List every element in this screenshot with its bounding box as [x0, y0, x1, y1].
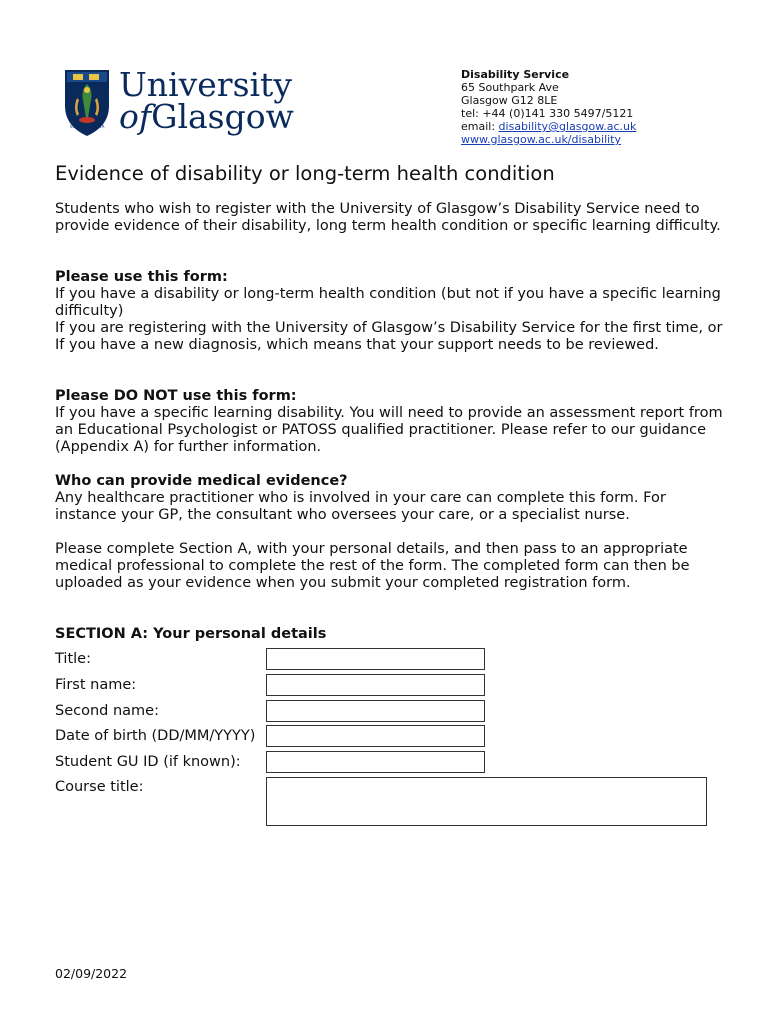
donot-heading: Please DO NOT use this form:	[55, 388, 297, 404]
logo-of: of	[119, 97, 152, 136]
intro-paragraph: Students who wish to register with the University of Glasgow’s Disability Service need to provide evidence of their disability, long term health condition or specific learning difficulty.	[55, 201, 721, 234]
footer-date: 02/09/2022	[55, 966, 128, 981]
student-id-label: Student GU ID (if known):	[55, 754, 241, 770]
second-name-label: Second name:	[55, 703, 159, 719]
second-name-field[interactable]	[266, 700, 485, 722]
logo-line-university: University	[119, 65, 292, 104]
contact-email-link[interactable]: disability@glasgow.ac.uk	[498, 120, 637, 133]
contact-service: Disability Service	[461, 68, 570, 81]
contact-block	[461, 68, 636, 146]
who-heading: Who can provide medical evidence?	[55, 473, 348, 489]
title-field[interactable]	[266, 648, 485, 670]
who-text: Any healthcare practitioner who is involved in your care can complete this form. For instance your GP, the consultant who oversees your care, or a specialist nurse.	[55, 490, 666, 523]
course-title-field[interactable]	[266, 777, 707, 826]
use-section	[55, 269, 725, 354]
dob-field[interactable]	[266, 725, 485, 747]
complete-paragraph: Please complete Section A, with your personal details, and then pass to an appropriate medical professional to complete the rest of the form. The completed form can then be uploaded as your evidence when you submit your completed registration form.	[55, 541, 690, 591]
use-line-1: If you have a disability or long-term health condition (but not if you have a specific learning difficulty)	[55, 286, 721, 319]
student-id-field[interactable]	[266, 751, 485, 773]
course-title-label: Course title:	[55, 779, 144, 795]
contact-tel: tel: +44 (0)141 330 5497/5121	[461, 107, 634, 120]
logo-glasgow: Glasgow	[151, 97, 294, 136]
who-section	[55, 473, 725, 524]
dob-label: Date of birth (DD/MM/YYYY)	[55, 728, 256, 744]
first-name-label: First name:	[55, 677, 137, 693]
use-line-2: If you are registering with the University of Glasgow’s Disability Service for the first time, or	[55, 320, 723, 336]
use-line-3: If you have a new diagnosis, which means that your support needs to be reviewed.	[55, 337, 659, 353]
donot-section	[55, 388, 725, 456]
contact-email-prefix: email:	[461, 120, 499, 133]
use-heading: Please use this form:	[55, 269, 228, 285]
contact-web-link[interactable]: www.glasgow.ac.uk/disability	[461, 133, 621, 146]
contact-email-row	[461, 120, 636, 133]
title-label: Title:	[55, 651, 91, 667]
contact-address-line2: Glasgow G12 8LE	[461, 94, 558, 107]
logo-line-glasgow	[119, 97, 294, 136]
first-name-field[interactable]	[266, 674, 485, 696]
contact-address-line1: 65 Southpark Ave	[461, 81, 559, 94]
logo-motto: VIA VERITAS VITA	[69, 124, 105, 129]
section-a-heading: SECTION A: Your personal details	[55, 626, 327, 642]
university-logo	[63, 66, 293, 138]
donot-text: If you have a specific learning disability. You will need to provide an assessment report from an Educational Psychologist or PATOSS qualified practitioner. Please refer to our guidance (Appendix A) for further information.	[55, 405, 723, 455]
page-title: Evidence of disability or long-term health condition	[55, 162, 555, 185]
